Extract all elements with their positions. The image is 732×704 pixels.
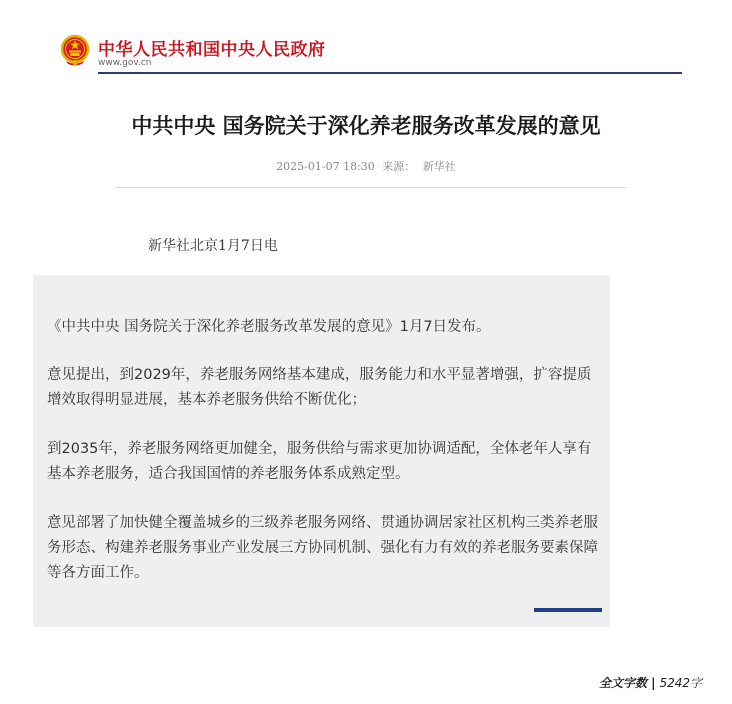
word-count-separator: | — [651, 676, 656, 690]
summary-paragraph: 意见提出，到2029年，养老服务网络基本建成，服务能力和水平显著增强，扩容提质增效取得明显进展，基本养老服务供给不断优化； — [47, 367, 592, 408]
summary-paragraph: 到2035年，养老服务网络更加健全，服务供给与需求更加协调适配，全体老年人享有基本养老服务，适合我国国情的养老服务体系成熟定型。 — [47, 441, 592, 482]
box-accent-bar — [534, 608, 602, 612]
dateline: 新华社北京1月7日电 — [148, 238, 278, 254]
header-divider — [98, 72, 682, 74]
word-count-value: 5242字 — [659, 676, 702, 690]
article-meta — [0, 158, 732, 174]
summary-paragraph: 《中共中央 国务院关于深化养老服务改革发展的意见》1月7日发布。 — [47, 319, 491, 335]
word-count-label: 全文字数 — [599, 676, 648, 690]
meta-divider — [115, 187, 627, 188]
summary-paragraph: 意见部署了加快健全覆盖城乡的三级养老服务网络、贯通协调居家社区机构三类养老服务形态、构建养老服务事业产业发展三方协同机制、强化有力有效的养老服务要素保障等各方面工作。 — [47, 515, 598, 581]
source-name: 新华社 — [422, 160, 456, 173]
source-label: 来源： — [382, 160, 416, 173]
site-url[interactable]: www.gov.cn — [98, 58, 152, 68]
article-title: 中共中央 国务院关于深化养老服务改革发展的意见 — [131, 114, 601, 138]
site-title[interactable]: 中华人民共和国中央人民政府 — [98, 40, 326, 60]
word-count — [599, 674, 702, 691]
national-emblem-icon[interactable] — [60, 34, 90, 66]
summary-box — [33, 275, 610, 627]
site-header — [60, 30, 682, 76]
publish-date: 2025-01-07 18:30 — [276, 160, 375, 173]
